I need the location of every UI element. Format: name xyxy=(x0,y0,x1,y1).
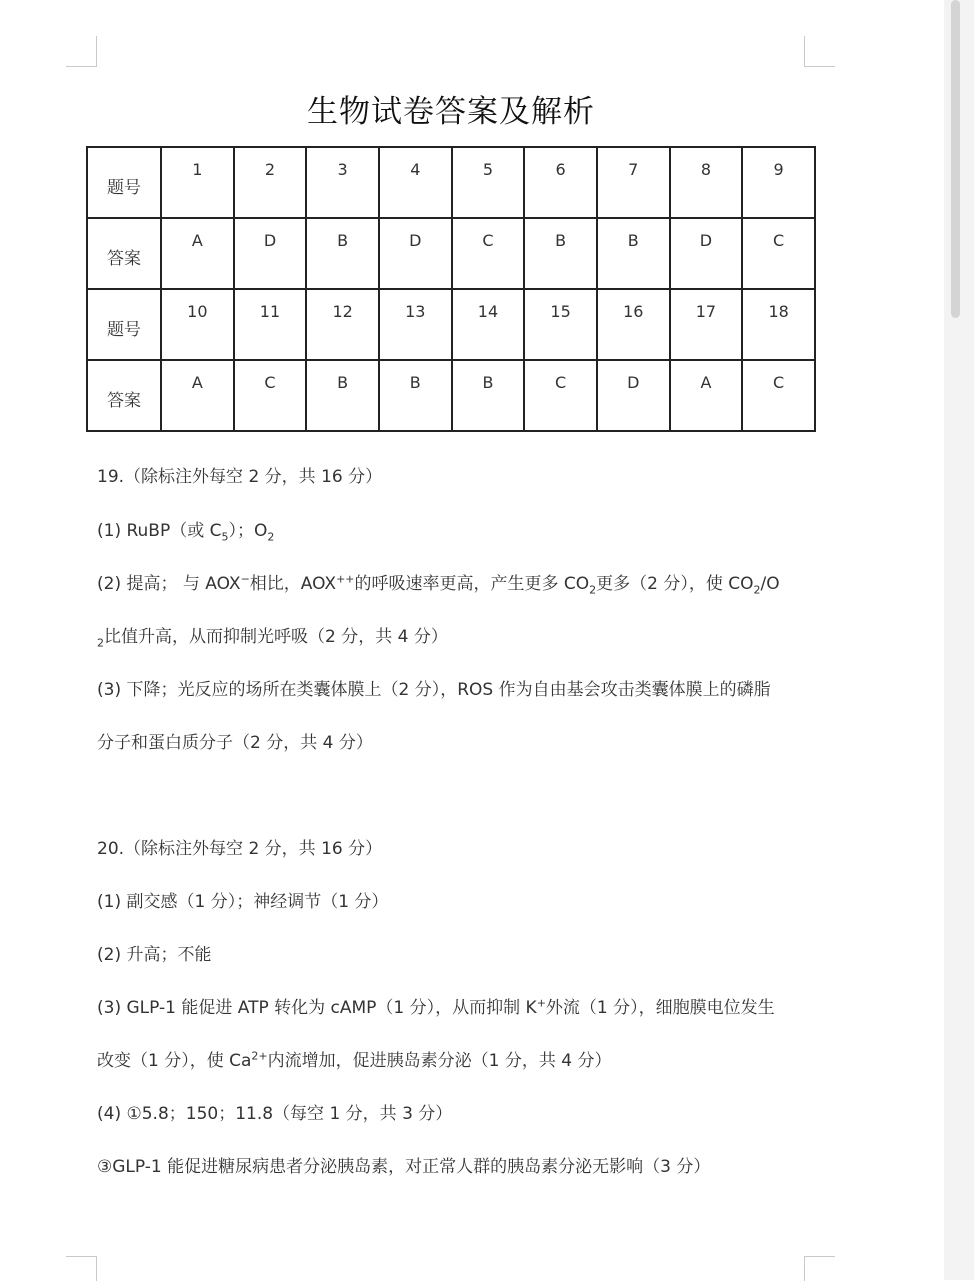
q19-part2-text-d: 更多（2 分），使 CO xyxy=(596,574,754,594)
answer-cell: C xyxy=(234,360,307,431)
q19-part2-sub-c: 2 xyxy=(589,583,597,597)
answer-cell: A xyxy=(161,360,234,431)
question-number: 5 xyxy=(452,147,525,218)
table-row-questions-2 xyxy=(87,289,815,360)
question-number: 4 xyxy=(379,147,452,218)
question-number: 3 xyxy=(306,147,379,218)
answer-cell: B xyxy=(379,360,452,431)
q19-part3-cont: 分子和蛋白质分子（2 分，共 4 分） xyxy=(97,733,373,753)
vertical-scrollbar[interactable] xyxy=(944,0,974,1280)
q20-part4: (4) ①5.8；150；11.8（每空 1 分，共 3 分） xyxy=(97,1104,453,1124)
answer-cell: D xyxy=(597,360,670,431)
crop-mark-bottom-right xyxy=(804,1256,835,1281)
question-number: 11 xyxy=(234,289,307,360)
q19-part2-cont-text: 比值升高，从而抑制光呼吸（2 分，共 4 分） xyxy=(104,627,448,647)
answer-cell: C xyxy=(742,218,815,289)
crop-mark-bottom-left xyxy=(66,1256,97,1281)
q19-part1-sub-a: 5 xyxy=(221,530,229,544)
answer-cell: C xyxy=(742,360,815,431)
row-label: 题号 xyxy=(87,289,161,360)
q19-part2-text-c: 的呼吸速率更高，产生更多 CO xyxy=(354,574,590,594)
q20-part3-sup-a: + xyxy=(536,996,546,1010)
q19-part1 xyxy=(97,516,274,543)
q20-part3-text-a: (3) GLP-1 能促进 ATP 转化为 cAMP（1 分），从而抑制 K xyxy=(97,998,537,1018)
q19-part2-text-b: 相比，AOX xyxy=(249,574,337,594)
answer-cell: B xyxy=(597,218,670,289)
answer-cell: A xyxy=(670,360,743,431)
q19-part2-sub-d: 2 xyxy=(753,583,761,597)
q19-part3: (3) 下降；光反应的场所在类囊体膜上（2 分），ROS 作为自由基会攻击类囊体膜上的磷脂 xyxy=(97,680,771,700)
q20-part3-cont-sup: 2+ xyxy=(251,1049,268,1063)
q19-part2 xyxy=(97,569,780,596)
question-number: 16 xyxy=(597,289,670,360)
q19-part2-cont-sub: 2 xyxy=(97,636,104,650)
crop-mark-top-right xyxy=(804,36,835,67)
q19-part1-text-b: ）；O xyxy=(228,521,268,541)
question-number: 14 xyxy=(452,289,525,360)
q19-part2-cont xyxy=(97,622,448,649)
question-number: 6 xyxy=(524,147,597,218)
table-row-answers-1 xyxy=(87,218,815,289)
q20-part5: ③GLP-1 能促进糖尿病患者分泌胰岛素，对正常人群的胰岛素分泌无影响（3 分） xyxy=(97,1157,711,1177)
question-number: 15 xyxy=(524,289,597,360)
answer-cell: C xyxy=(452,218,525,289)
q20-header: 20.（除标注外每空 2 分，共 16 分） xyxy=(97,839,383,859)
answer-table xyxy=(86,146,816,432)
question-number: 10 xyxy=(161,289,234,360)
answer-cell: B xyxy=(306,218,379,289)
q20-part1: (1) 副交感（1 分）；神经调节（1 分） xyxy=(97,892,389,912)
table-row-questions-1 xyxy=(87,147,815,218)
q19-part1-text-a: (1) RuBP（或 C xyxy=(97,521,222,541)
q19-header: 19.（除标注外每空 2 分，共 16 分） xyxy=(97,467,383,487)
question-number: 18 xyxy=(742,289,815,360)
q19-part2-text-a: (2) 提高； 与 AOX xyxy=(97,574,241,594)
question-number: 1 xyxy=(161,147,234,218)
answer-cell: A xyxy=(161,218,234,289)
answer-cell: B xyxy=(452,360,525,431)
q20-part3-cont-text-b: 内流增加，促进胰岛素分泌（1 分，共 4 分） xyxy=(267,1051,612,1071)
question-number: 9 xyxy=(742,147,815,218)
page-title: 生物试卷答案及解析 xyxy=(307,94,595,130)
answer-cell: B xyxy=(306,360,379,431)
q19-part1-sub-b: 2 xyxy=(267,530,275,544)
q19-part2-sup-b: ++ xyxy=(336,572,355,586)
table-row-answers-2 xyxy=(87,360,815,431)
row-label: 答案 xyxy=(87,360,161,431)
answer-cell: B xyxy=(524,218,597,289)
answer-cell: D xyxy=(670,218,743,289)
crop-mark-top-left xyxy=(66,36,97,67)
question-number: 2 xyxy=(234,147,307,218)
q20-part3-cont-text-a: 改变（1 分），使 Ca xyxy=(97,1051,252,1071)
q20-part3-cont xyxy=(97,1046,611,1071)
row-label: 答案 xyxy=(87,218,161,289)
question-number: 17 xyxy=(670,289,743,360)
question-number: 12 xyxy=(306,289,379,360)
q20-part3-text-b: 外流（1 分），细胞膜电位发生 xyxy=(545,998,775,1018)
question-number: 8 xyxy=(670,147,743,218)
q20-part2: (2) 升高；不能 xyxy=(97,945,212,965)
answer-cell: D xyxy=(379,218,452,289)
q19-part2-text-e: /O xyxy=(760,574,780,594)
question-number: 13 xyxy=(379,289,452,360)
q20-part3 xyxy=(97,993,775,1018)
answer-cell: D xyxy=(234,218,307,289)
scrollbar-thumb[interactable] xyxy=(951,0,960,318)
row-label: 题号 xyxy=(87,147,161,218)
answer-cell: C xyxy=(524,360,597,431)
q19-part2-sup-a: − xyxy=(240,572,250,586)
question-number: 7 xyxy=(597,147,670,218)
